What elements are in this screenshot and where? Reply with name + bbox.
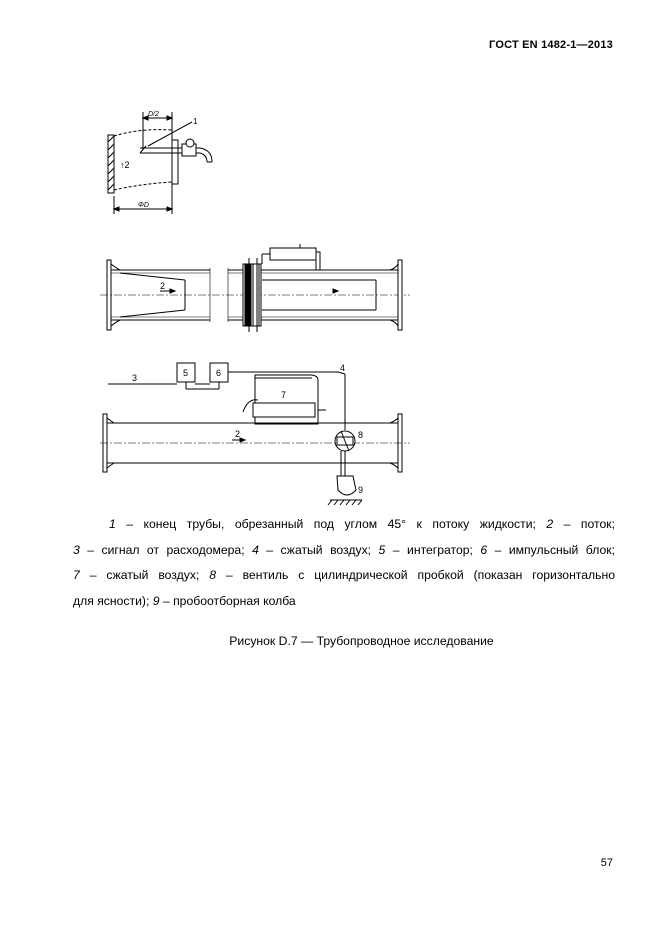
legend-line: [73, 589, 615, 615]
callout-8: 8: [358, 430, 364, 440]
callout-3: 3: [132, 373, 138, 383]
callout-5: 5: [183, 368, 189, 378]
legend-text: – сигнал от расходомера;: [79, 542, 253, 557]
legend-text: – интегратор;: [385, 542, 481, 557]
legend-text: – вентиль с цилиндрической пробкой (показан горизонтально: [216, 568, 615, 582]
callout-1: 1: [193, 117, 198, 126]
legend-text: – конец трубы, обрезанный под углом 45° к потоку жидкости;: [115, 517, 547, 531]
legend-num: 5: [378, 542, 386, 557]
callout-7: 7: [281, 390, 287, 400]
label-half-diameter: D/2: [148, 111, 159, 118]
legend-line: [73, 538, 615, 564]
label-diameter: ΦD: [138, 202, 149, 209]
figure-legend: [73, 512, 615, 614]
legend-num: 4: [252, 542, 259, 557]
legend-line: [73, 563, 615, 589]
legend-num: 2: [546, 517, 554, 531]
legend-text: – сжатый воздух;: [79, 568, 210, 582]
label-flow-arrow: ↑2: [120, 160, 130, 170]
figure-caption: Рисунок D.7 — Трубопроводное исследование: [229, 634, 494, 648]
legend-num: 3: [73, 542, 80, 557]
legend-text: – сжатый воздух;: [258, 542, 379, 557]
callout-6: 6: [216, 368, 222, 378]
callout-9: 9: [358, 485, 364, 495]
legend-num: 7: [73, 568, 80, 582]
callout-4: 4: [340, 363, 346, 373]
callout-2-middle: 2: [160, 281, 166, 291]
legend-text: – импульсный блок;: [487, 542, 615, 557]
legend-text: – пробоотборная колба: [159, 593, 296, 608]
callout-2-bottom: 2: [235, 429, 241, 439]
middle-pipeline: [100, 244, 410, 332]
document-id: ГОСТ EN 1482-1—2013: [489, 39, 613, 51]
legend-text: для ясности);: [73, 593, 153, 608]
page-number: 57: [600, 857, 613, 869]
legend-text: – поток;: [553, 517, 615, 531]
legend-num: 9: [152, 593, 160, 608]
legend-line: [73, 512, 615, 538]
bottom-setup: [100, 363, 410, 505]
legend-num: 6: [480, 542, 488, 557]
legend-num: 1: [109, 517, 116, 531]
legend-num: 8: [209, 568, 216, 582]
